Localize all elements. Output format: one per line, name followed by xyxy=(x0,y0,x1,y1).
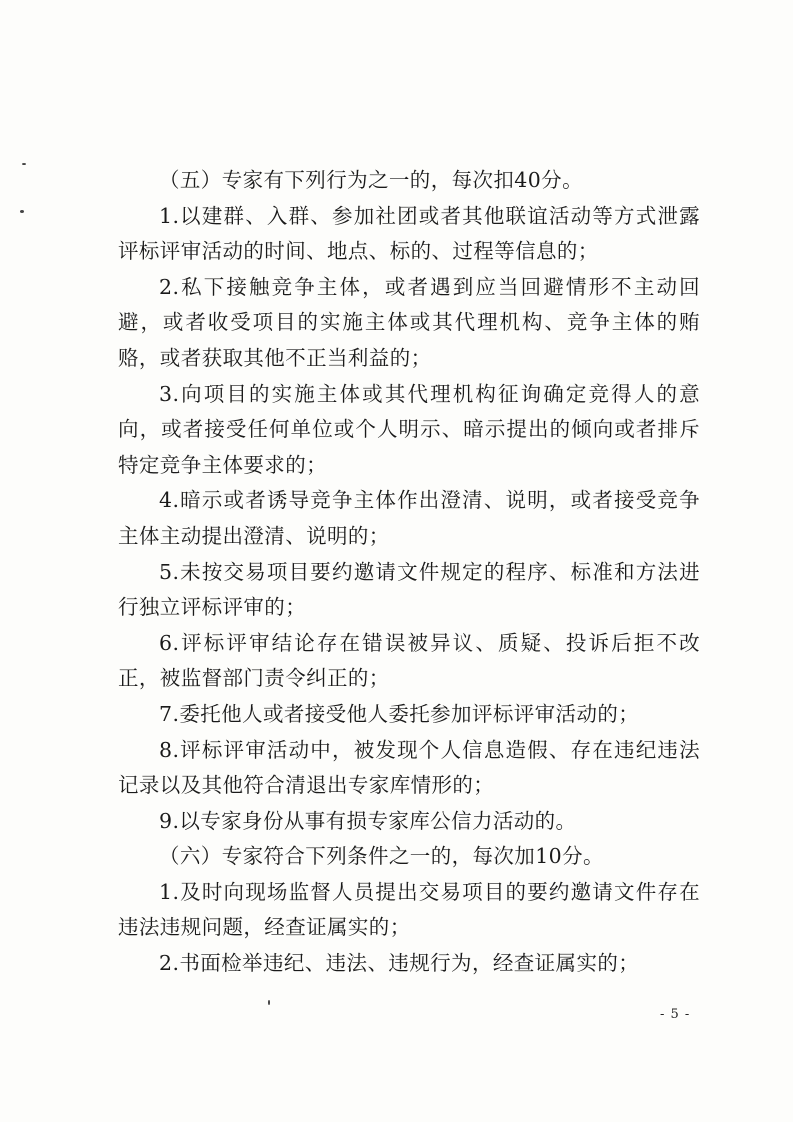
clause-5-1: 1.以建群、入群、参加社团或者其他联谊活动等方式泄露评标评审活动的时间、地点、标的、过程等信息的； xyxy=(118,203,700,264)
clause-6-2: 2.书面检举违纪、违法、违规行为，经查证属实的； xyxy=(159,951,640,976)
page-number: - 5 - xyxy=(660,1007,691,1022)
clause-5-3: 3.向项目的实施主体或其代理机构征询确定竞得人的意向，或者接受任何单位或个人明示、暗示提出的倾向或者排斥特定竞争主体要求的； xyxy=(118,381,700,477)
clause-5-2: 2.私下接触竞争主体，或者遇到应当回避情形不主动回避，或者收受项目的实施主体或其代理机构、竞争主体的贿赂，或者获取其他不正当利益的； xyxy=(118,274,700,370)
scan-speck xyxy=(20,210,24,213)
scan-speck xyxy=(268,1000,270,1005)
scan-speck xyxy=(22,163,26,165)
clause-5-4: 4.暗示或者诱导竞争主体作出澄清、说明，或者接受竞争主体主动提出澄清、说明的； xyxy=(118,488,700,548)
section-heading-6: （六）专家符合下列条件之一的，每次加10分。 xyxy=(159,844,604,869)
section-heading-5: （五）专家有下列行为之一的，每次扣40分。 xyxy=(159,168,583,192)
clause-5-9: 9.以专家身份从事有损专家库公信力活动的。 xyxy=(159,808,577,833)
clause-5-5: 5.未按交易项目要约邀请文件规定的程序、标准和方法进行独立评标评审的； xyxy=(118,559,700,620)
clause-5-6: 6.评标评审结论存在错误被异议、质疑、投诉后拒不改正，被监督部门责令纠正的； xyxy=(118,630,700,691)
clause-5-8: 8.评标评审活动中，被发现个人信息造假、存在违纪违法记录以及其他符合清退出专家库情形的； xyxy=(118,737,700,798)
clause-6-1: 1.及时向现场监督人员提出交易项目的要约邀请文件存在违法违规问题，经查证属实的； xyxy=(118,879,700,940)
clause-5-7: 7.委托他人或者接受他人委托参加评标评审活动的； xyxy=(159,701,640,726)
document-body xyxy=(118,163,700,982)
